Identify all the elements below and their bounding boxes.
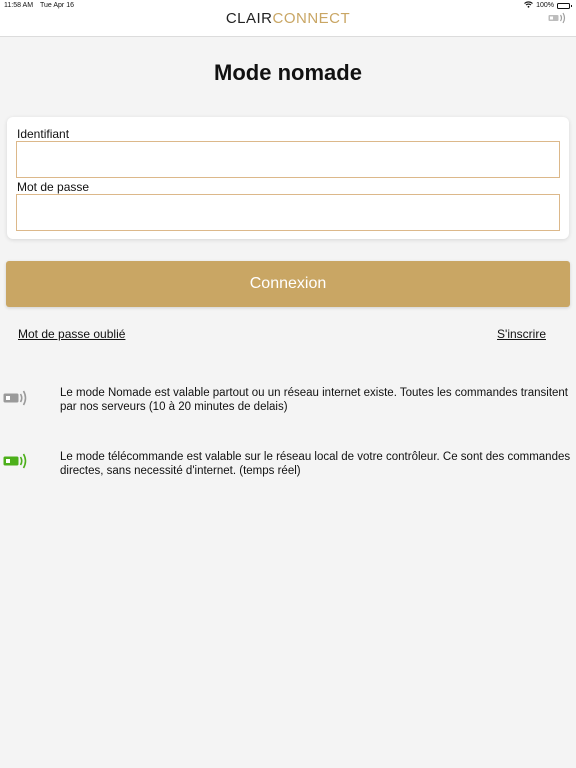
wifi-icon xyxy=(524,1,533,10)
remote-signal-icon[interactable] xyxy=(548,11,568,30)
identifiant-input[interactable] xyxy=(16,141,560,178)
identifiant-label: Identifiant xyxy=(17,127,70,141)
battery-icon xyxy=(557,3,570,9)
remote-signal-green-icon xyxy=(3,451,29,476)
page-title: Mode nomade xyxy=(214,60,362,85)
login-form-card xyxy=(7,117,569,239)
info-text-nomade: Le mode Nomade est valable partout ou un réseau internet existe. Toutes les commandes transitent par nos serveurs (10 à 20 minutes de delais) xyxy=(60,387,568,413)
battery-percentage: 100% xyxy=(536,2,554,9)
login-button[interactable]: Connexion xyxy=(6,261,570,307)
status-date: Tue Apr 16 xyxy=(40,2,74,9)
app-logo xyxy=(0,10,576,27)
signup-link[interactable]: S'inscrire xyxy=(497,327,546,341)
info-text-telecommande: Le mode télécommande est valable sur le réseau local de votre contrôleur. Ce sont des commandes directes, sans necessité d'internet. (temps réel) xyxy=(60,451,571,477)
password-label: Mot de passe xyxy=(17,180,90,194)
password-input[interactable] xyxy=(16,194,560,231)
remote-signal-gray-icon xyxy=(3,388,29,413)
status-time: 11:58 AM xyxy=(4,2,34,9)
app-header xyxy=(0,0,576,37)
status-right xyxy=(524,1,570,10)
forgot-password-link[interactable]: Mot de passe oublié xyxy=(18,327,126,341)
logo-part-clair: CLAIR xyxy=(225,10,273,27)
logo-part-connect: CONNECT xyxy=(272,10,351,27)
